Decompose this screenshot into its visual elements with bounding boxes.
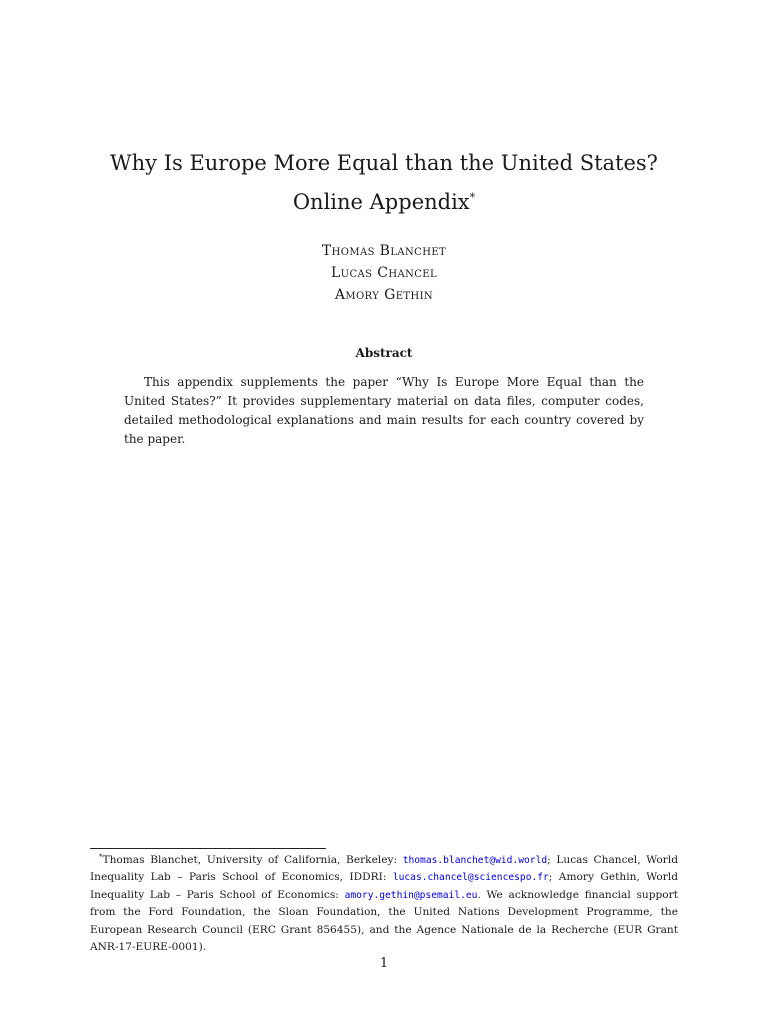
author-name: Amory Gethin — [334, 287, 434, 303]
paper-subtitle — [0, 184, 768, 216]
title-footnote-mark[interactable]: * — [469, 191, 476, 204]
author-name: Thomas Blanchet — [321, 243, 447, 259]
abstract-heading: Abstract — [355, 346, 413, 360]
footnote-text: ; Lucas Chancel, World Inequality Lab – Paris School of Economics, IDDRI: — [90, 854, 678, 884]
footnote-text: . We acknowledge financial support from the Ford Foundation, the Sloan Foundation, the United Nations Development Programme, the European Research Council (ERC Grant 856455), and the Agence Nationale de la Recherche (EUR Grant ANR-17-EURE-0001). — [90, 888, 678, 954]
email-link-blanchet[interactable]: thomas.blanchet@wid.world — [402, 855, 548, 866]
footnote-mark: * — [99, 853, 103, 861]
author-name: Lucas Chancel — [330, 265, 438, 281]
paper-title: Why Is Europe More Equal than the United States? — [110, 151, 658, 175]
footnote — [90, 849, 678, 956]
footnote-text: Thomas Blanchet, University of California, Berkeley: — [102, 854, 403, 866]
paper-subtitle-text: Online Appendix — [292, 190, 470, 214]
page-number: 1 — [379, 956, 389, 971]
author-list — [0, 240, 768, 306]
email-link-gethin[interactable]: amory.gethin@psemail.eu — [344, 889, 478, 901]
abstract-text: This appendix supplements the paper “Why Is Europe More Equal than the United States?” It provides supplementary material on data files, computer codes, detailed methodological explanations and main results for each country covered by the paper. — [124, 375, 644, 446]
email-link-chancel[interactable]: lucas.chancel@sciencespo.fr — [392, 872, 549, 884]
footnote-text: ; Amory Gethin, World Inequality Lab – Paris School of Economics: — [90, 871, 678, 901]
